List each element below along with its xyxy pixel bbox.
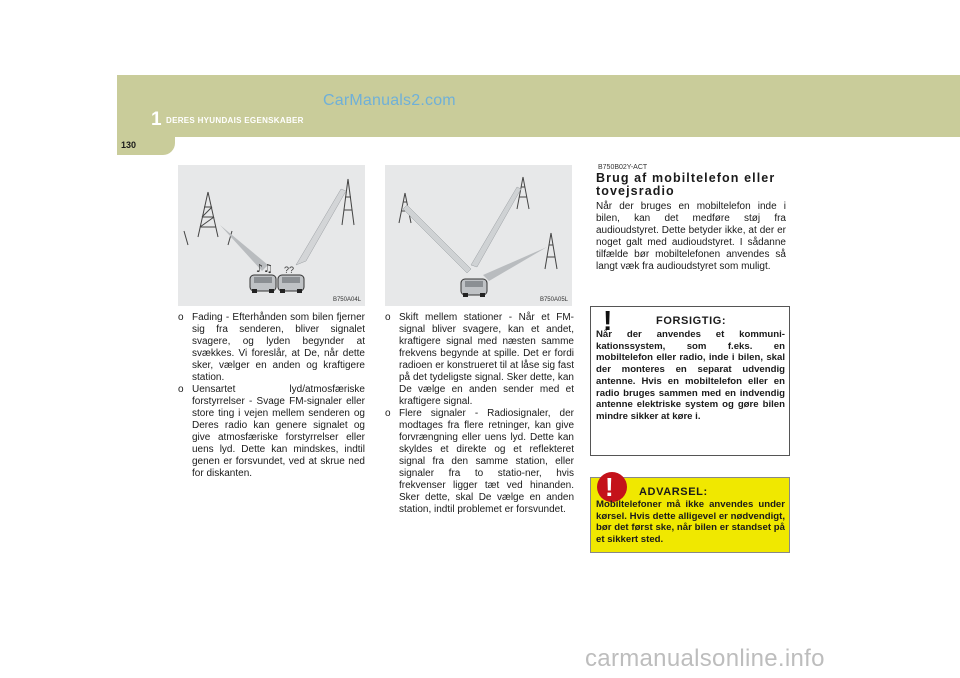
watermark-top: CarManuals2.com [323,92,456,109]
column-1-text [178,312,365,480]
music-notes-icon: ♪♫ [256,262,273,275]
figure-code: B750A05L [539,297,568,303]
fading-illustration [178,165,365,306]
warning-title: ADVARSEL: [639,486,708,498]
header-band [117,75,960,137]
figure-fading [178,165,365,306]
section-code: B750B02Y-ACT [598,164,648,171]
station-switch-illustration [385,165,572,306]
radio-tower-icon [545,233,557,269]
warning-body: Mobiltelefoner må ikke anvendes under kørsel. Hvis dette alligevel er nødvendigt, bør det først ske, når bilen er standset på et sikkert sted. [596,499,785,546]
list-item: o Skift mellem stationer - Når et FM-signal bliver svagere, kan et andet, kraftigere signal med næsten samme frekvens begynde at spille. Det er fordi radioen er konstrueret til at låse sig fast på det tydeligste signal. Sker dette, kan De vælge en anden sender med et kraftigere signal. [385,312,574,407]
chapter-title: DERES HYUNDAIS EGENSKABER [166,116,304,125]
caution-icon: ! [603,305,613,336]
caution-title: FORSIGTIG: [656,315,727,327]
caution-body: Når der anvendes et kommuni-kationssystem, som f.eks. en mobiltelefon eller radio, inde i bilen, skal der monteres en separat udvendig antenne. Hvis en mobiltelefon eller en radio bruges sammen med en indvendig antenne elektriske system og gøre bilen mindre sikker at køre i. [596,329,785,422]
signal-beam [471,187,521,267]
warning-icon-mark: ! [605,472,614,502]
section-body: Når der bruges en mobiltelefon inde i bilen, kan det medføre støj fra audioudstyret. Dette betyder ikke, at der er noget galt med audioudstyret. I sådanne tilfælde bør mobiltelefonen anvendes så langt væk fra audioudstyret som muligt. [596,201,786,272]
caution-box [590,306,790,456]
list-item: o Flere signaler - Radiosignaler, der modtages fra flere retninger, kan give forvrængning eller uens lyd. Dette kan skyldes et direkte og et reflekteret signal fra den samme station, eller signaler fra to statio-ner, hvis frekvenser ligger tæt ved hinanden. Sker dette, skal De vælge en anden station, indtil problemet er forsvundet. [385,408,574,515]
column-2-text [385,312,574,516]
figure-code: B750A04L [332,297,361,303]
list-item: o Fading - Efterhånden som bilen fjerner sig fra senderen, bliver signalet svagere, og lyden begynder at svækkes. Vi foreslår, at De, når dette sker, vælger en anden og kraftigere station. [178,312,365,383]
signal-beam [403,205,471,273]
question-marks: ?? [284,265,295,275]
warning-box [590,472,790,553]
car-icon [250,275,276,293]
list-item: o Uensartet lyd/atmosfæriske forstyrrelser - Svage FM-signaler eller store ting i vejen mellem senderen og Deres radio kan genere signalet og give atmosfæriske forstyrrelser eller uens lyd. Dette kan mindskes, indtil genen er forsvundet, ved at skrue ned for diskanten. [178,384,365,479]
chapter-number: 1 [151,109,162,130]
watermark-bottom: carmanualsonline.info [585,645,825,672]
radio-tower-icon [184,192,232,245]
section-title: Brug af mobiltelefon eller tovejsradio [596,171,776,198]
car-icon [278,275,304,293]
page-number: 130 [121,140,137,150]
signal-beam [483,247,547,281]
signal-beam [296,189,346,265]
radio-tower-icon [342,179,354,225]
figure-station-switch [385,165,572,306]
car-icon [461,279,487,297]
